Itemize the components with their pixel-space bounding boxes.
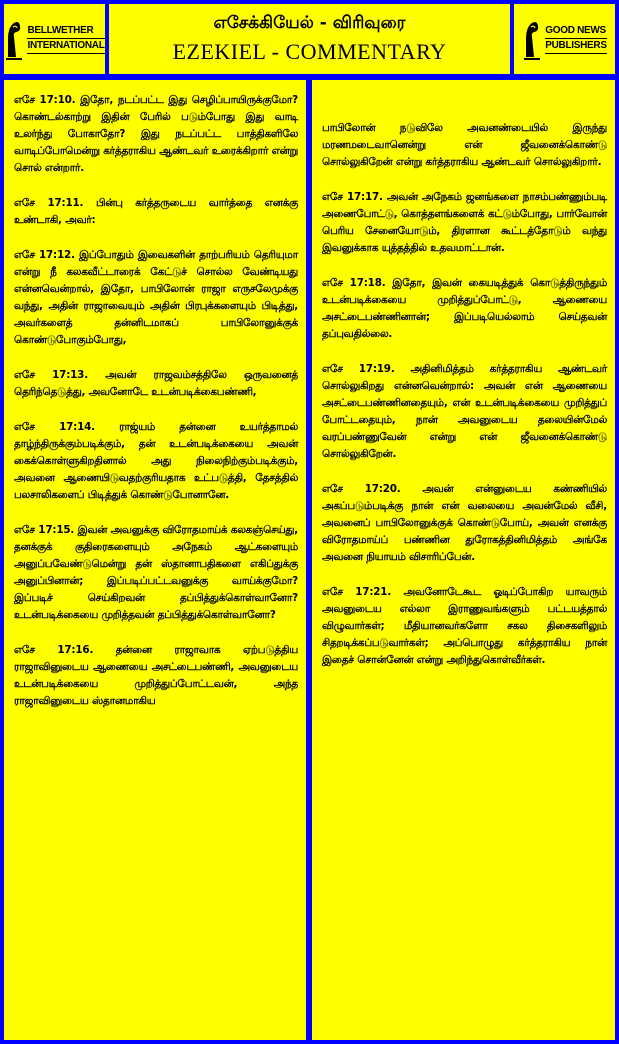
verse-paragraph: எசே 17:15. இவன் அவனுக்கு விரோதமாய்க் கலகஞ்செய்து, தனக்குக் குதிரைகளையும் அநேகம் ஆட்களையும் அனுப்பவேண்டுமென்று தன் ஸ்தானாபதிகளை எகிப்துக்கு அனுப்பினான்; இப்படிப்பட்டவனுக்கு வாய்க்குமோ? இப்படிச் செய்கிறவன் தப்பித்துக்கொள்வானோ? உடன்படிக்கையை முறித்தவன் தப்பித்துக்கொள்வானோ? (14, 524, 298, 621)
logo-right-line1: GOOD NEWS (545, 24, 606, 39)
bellwether-logo (4, 4, 105, 74)
header-title-english: EZEKIEL - COMMENTARY (172, 39, 447, 64)
verse-paragraph: எசே 17:12. இப்போதும் இவைகளின் தாற்பரியம் தெரியுமா என்று நீ கலகவீட்டாரைக் கேட்டுச் சொல்ல வேண்டியது என்னவென்றால், இதோ, பாபிலோன் ராஜா எருசலேமுக்கு வந்து, அதின் ராஜாவையும் அதின் பிரபுக்களையும் பிடித்து, அவர்களைத் தன்னிடமாகப் பாபிலோனுக்குக் கொண்டுபோகும்போது, (14, 249, 298, 346)
verse-paragraph: எசே 17:19. அதினிமித்தம் கர்த்தராகிய ஆண்டவர் சொல்லுகிறது என்னவென்றால்: அவன் என் ஆணையை அசட்டைபண்ணினதையும், என் உடன்படிக்கையை முறித்துப் போட்டதையும், நான் அவனுடைய தலையின்மேல் வரப்பண்ணுவேன் என்று என் ஜீவனைக்கொண்டு சொல்லுகிறேன். (322, 363, 607, 460)
logo-left-line2: INTERNATIONAL (27, 39, 104, 54)
left-column (4, 80, 306, 1040)
verse-paragraph: எசே 17:20. அவன் என்னுடைய கண்ணியில் அகப்படும்படிக்கு நான் என் வலையை அவன்மேல் வீசி, அவனைப் பாபிலோனுக்குக் கொண்டுபோய், அவன் எனக்கு விரோதமாய்ப் பண்ணின துரோகத்தினிமித்தம் அங்கே அவனை நியாயம் விசாரிப்பேன். (322, 483, 607, 563)
verse-paragraph: எசே 17:18. இதோ, இவன் கையடித்துக் கொடுத்திருந்தும் உடன்படிக்கையை முறித்துப்போட்டு, ஆணையை அசட்டைபண்ணினான்; இப்படியெல்லாம் செய்தவன் தப்புவதில்லை. (322, 277, 607, 340)
page-header (109, 4, 510, 74)
good-news-logo (514, 4, 615, 74)
ram-logo-icon (4, 17, 24, 61)
logo-left-line1: BELLWETHER (27, 24, 104, 39)
logo-right-line2: PUBLISHERS (545, 39, 606, 54)
right-column (312, 80, 615, 1040)
verse-paragraph: பாபிலோன் நடுவிலே அவனண்டையில் இருந்து மரணமடைவானென்று என் ஜீவனைக்கொண்டு சொல்லுகிறேன் என்று கர்த்தராகிய ஆண்டவர் சொல்லுகிறார். (322, 122, 607, 168)
verse-paragraph: எசே 17:14. ராஜ்யம் தன்னை உயர்த்தாமல் தாழ்ந்திருக்கும்படிக்கும், தன் உடன்படிக்கையை அவன் கைக்கொள்ளுகிறதினால் அது நிலைநிற்கும்படிக்கும், அவனை ஆணையிடுவதற்குரியதாக உட்படுத்தி, தேசத்தில் பலசாலிகளைப் பிடித்துக் கொண்டுபோனானே. (14, 421, 298, 501)
verse-paragraph: எசே 17:11. பின்பு கர்த்தருடைய வார்த்தை எனக்கு உண்டாகி, அவர்: (14, 197, 298, 226)
verse-paragraph: எசே 17:17. அவன் அநேகம் ஜனங்களை நாசம்பண்ணும்படி அணைபோட்டு, கொத்தளங்களைக் கட்டும்போது, பார்வோன் பெரிய சேனையோடும், திரளான கூட்டத்தோடும் வந்து இவனுக்காக யுத்தத்தில் உதவமாட்டான். (322, 191, 607, 254)
verse-paragraph: எசே 17:13. அவன் ராஜவம்சத்திலே ஒருவனைத் தெரிந்தெடுத்து, அவனோடே உடன்படிக்கைபண்ணி, (14, 369, 298, 398)
verse-paragraph: எசே 17:16. தன்னை ராஜாவாக ஏற்படுத்திய ராஜாவினுடைய ஆணையை அசட்டைபண்ணி, அவனுடைய உடன்படிக்கையை முறித்துப்போட்டவன், அந்த ராஜாவினுடைய ஸ்தானமாகிய (14, 644, 298, 707)
header-title-tamil: எசேக்கியேல் - விரிவுரை (213, 13, 406, 33)
ram-logo-icon (522, 17, 542, 61)
verse-paragraph: எசே 17:10. இதோ, நடப்பட்ட இது செழிப்பாயிருக்குமோ? கொண்டல்காற்று இதின் பேரில் படும்போது இது வாடி உலர்ந்து போகாதோ? இது நடப்பட்ட பாத்திகளிலே வாடிப்போமென்று கர்த்தராகிய ஆண்டவர் உரைக்கிறார் என்று சொல் என்றார். (14, 94, 298, 174)
verse-paragraph: எசே 17:21. அவனோடேகூட ஓடிப்போகிற யாவரும் அவனுடைய எல்லா இராணுவங்களும் பட்டயத்தால் விழுவார்கள்; மீதியானவர்களோ சகல திசைகளிலும் சிதறடிக்கப்படுவார்கள்; அப்பொழுது கர்த்தராகிய நான் இதைச் சொன்னேன் என்று அறிந்துகொள்வீர்கள். (322, 586, 607, 666)
